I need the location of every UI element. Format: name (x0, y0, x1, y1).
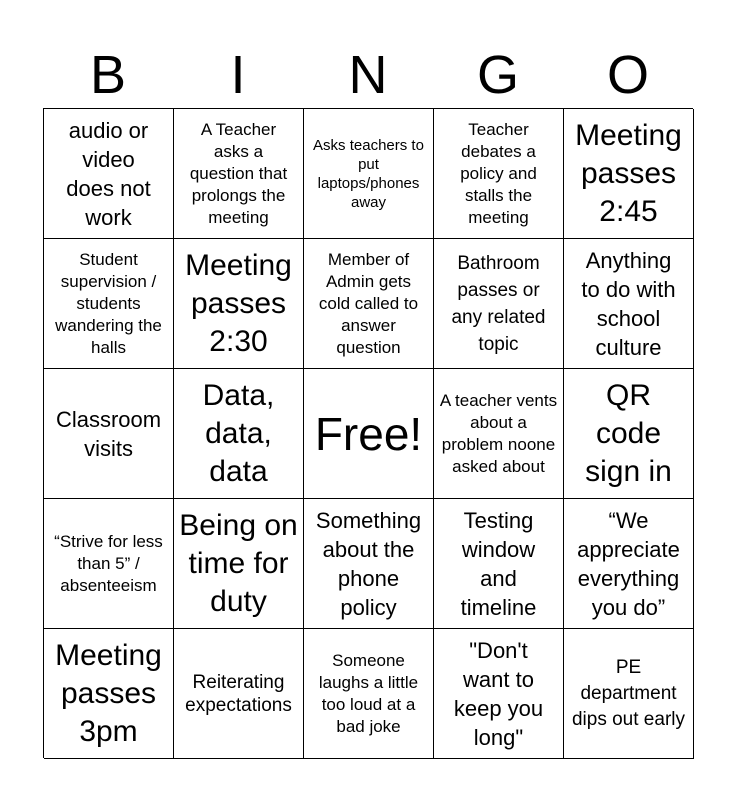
cell-text: Something about the phone policy (315, 507, 422, 620)
bingo-cell-b4[interactable] (44, 499, 174, 629)
cell-text: QR code sign in (585, 378, 672, 488)
bingo-cell-i3[interactable] (174, 369, 304, 499)
cell-text: Meeting passes 3pm (55, 638, 162, 748)
bingo-header (43, 42, 693, 108)
bingo-cell-o4[interactable] (564, 499, 694, 629)
free-space-text: Free! (314, 407, 423, 460)
cell-text: Someone laughs a little too loud at a bad joke (318, 650, 419, 736)
header-letter-b: B (89, 45, 127, 105)
cell-text: Being on time for duty (179, 508, 298, 618)
bingo-cell-i5[interactable] (174, 629, 304, 759)
cell-text: Reiterating expectations (185, 671, 292, 716)
bingo-board (43, 108, 693, 758)
header-letter-o: O (606, 45, 649, 105)
cell-text: Meeting passes 2:45 (575, 118, 682, 228)
header-letter-g: G (476, 45, 519, 105)
cell-text: Meeting passes 2:30 (185, 248, 292, 358)
header-letter-n: N (348, 45, 388, 105)
bingo-cell-b3[interactable] (44, 369, 174, 499)
cell-text: Member of Admin gets cold called to answer question (318, 249, 419, 357)
cell-text: Classroom visits (55, 406, 162, 461)
free-space-cell[interactable] (304, 369, 434, 499)
bingo-cell-n2[interactable] (304, 239, 434, 369)
cell-text: Asks teachers to put laptops/phones away (313, 136, 424, 211)
cell-text: Testing window and timeline (460, 507, 537, 620)
cell-text: audio or video does not work (66, 117, 151, 230)
bingo-cell-o5[interactable] (564, 629, 694, 759)
cell-text: Teacher debates a policy and stalls the meeting (460, 119, 537, 227)
cell-text: Data, data, data (202, 378, 275, 488)
cell-text: “Strive for less than 5” / absenteeism (54, 531, 163, 595)
cell-text: "Don't want to keep you long" (453, 637, 544, 750)
cell-text: Student supervision / students wandering the halls (55, 249, 162, 357)
bingo-cell-g3[interactable] (434, 369, 564, 499)
cell-text: A Teacher asks a question that prolongs the meeting (189, 119, 288, 227)
bingo-cell-o1[interactable] (564, 109, 694, 239)
bingo-cell-g4[interactable] (434, 499, 564, 629)
bingo-cell-g5[interactable] (434, 629, 564, 759)
bingo-cell-g2[interactable] (434, 239, 564, 369)
cell-text: “We appreciate everything you do” (577, 507, 680, 620)
cell-text: Bathroom passes or any related topic (451, 252, 546, 355)
bingo-cell-o3[interactable] (564, 369, 694, 499)
bingo-cell-n5[interactable] (304, 629, 434, 759)
bingo-cell-i1[interactable] (174, 109, 304, 239)
bingo-cell-n1[interactable] (304, 109, 434, 239)
bingo-cell-o2[interactable] (564, 239, 694, 369)
cell-text: A teacher vents about a problem noone asked about (439, 390, 558, 476)
bingo-cell-i4[interactable] (174, 499, 304, 629)
bingo-cell-b5[interactable] (44, 629, 174, 759)
header-letter-i: I (230, 45, 246, 105)
bingo-cell-g1[interactable] (434, 109, 564, 239)
bingo-cell-b1[interactable] (44, 109, 174, 239)
bingo-cell-n4[interactable] (304, 499, 434, 629)
cell-text: PE department dips out early (571, 656, 685, 730)
bingo-cell-i2[interactable] (174, 239, 304, 369)
cell-text: Anything to do with school culture (581, 247, 676, 360)
bingo-cell-b2[interactable] (44, 239, 174, 369)
